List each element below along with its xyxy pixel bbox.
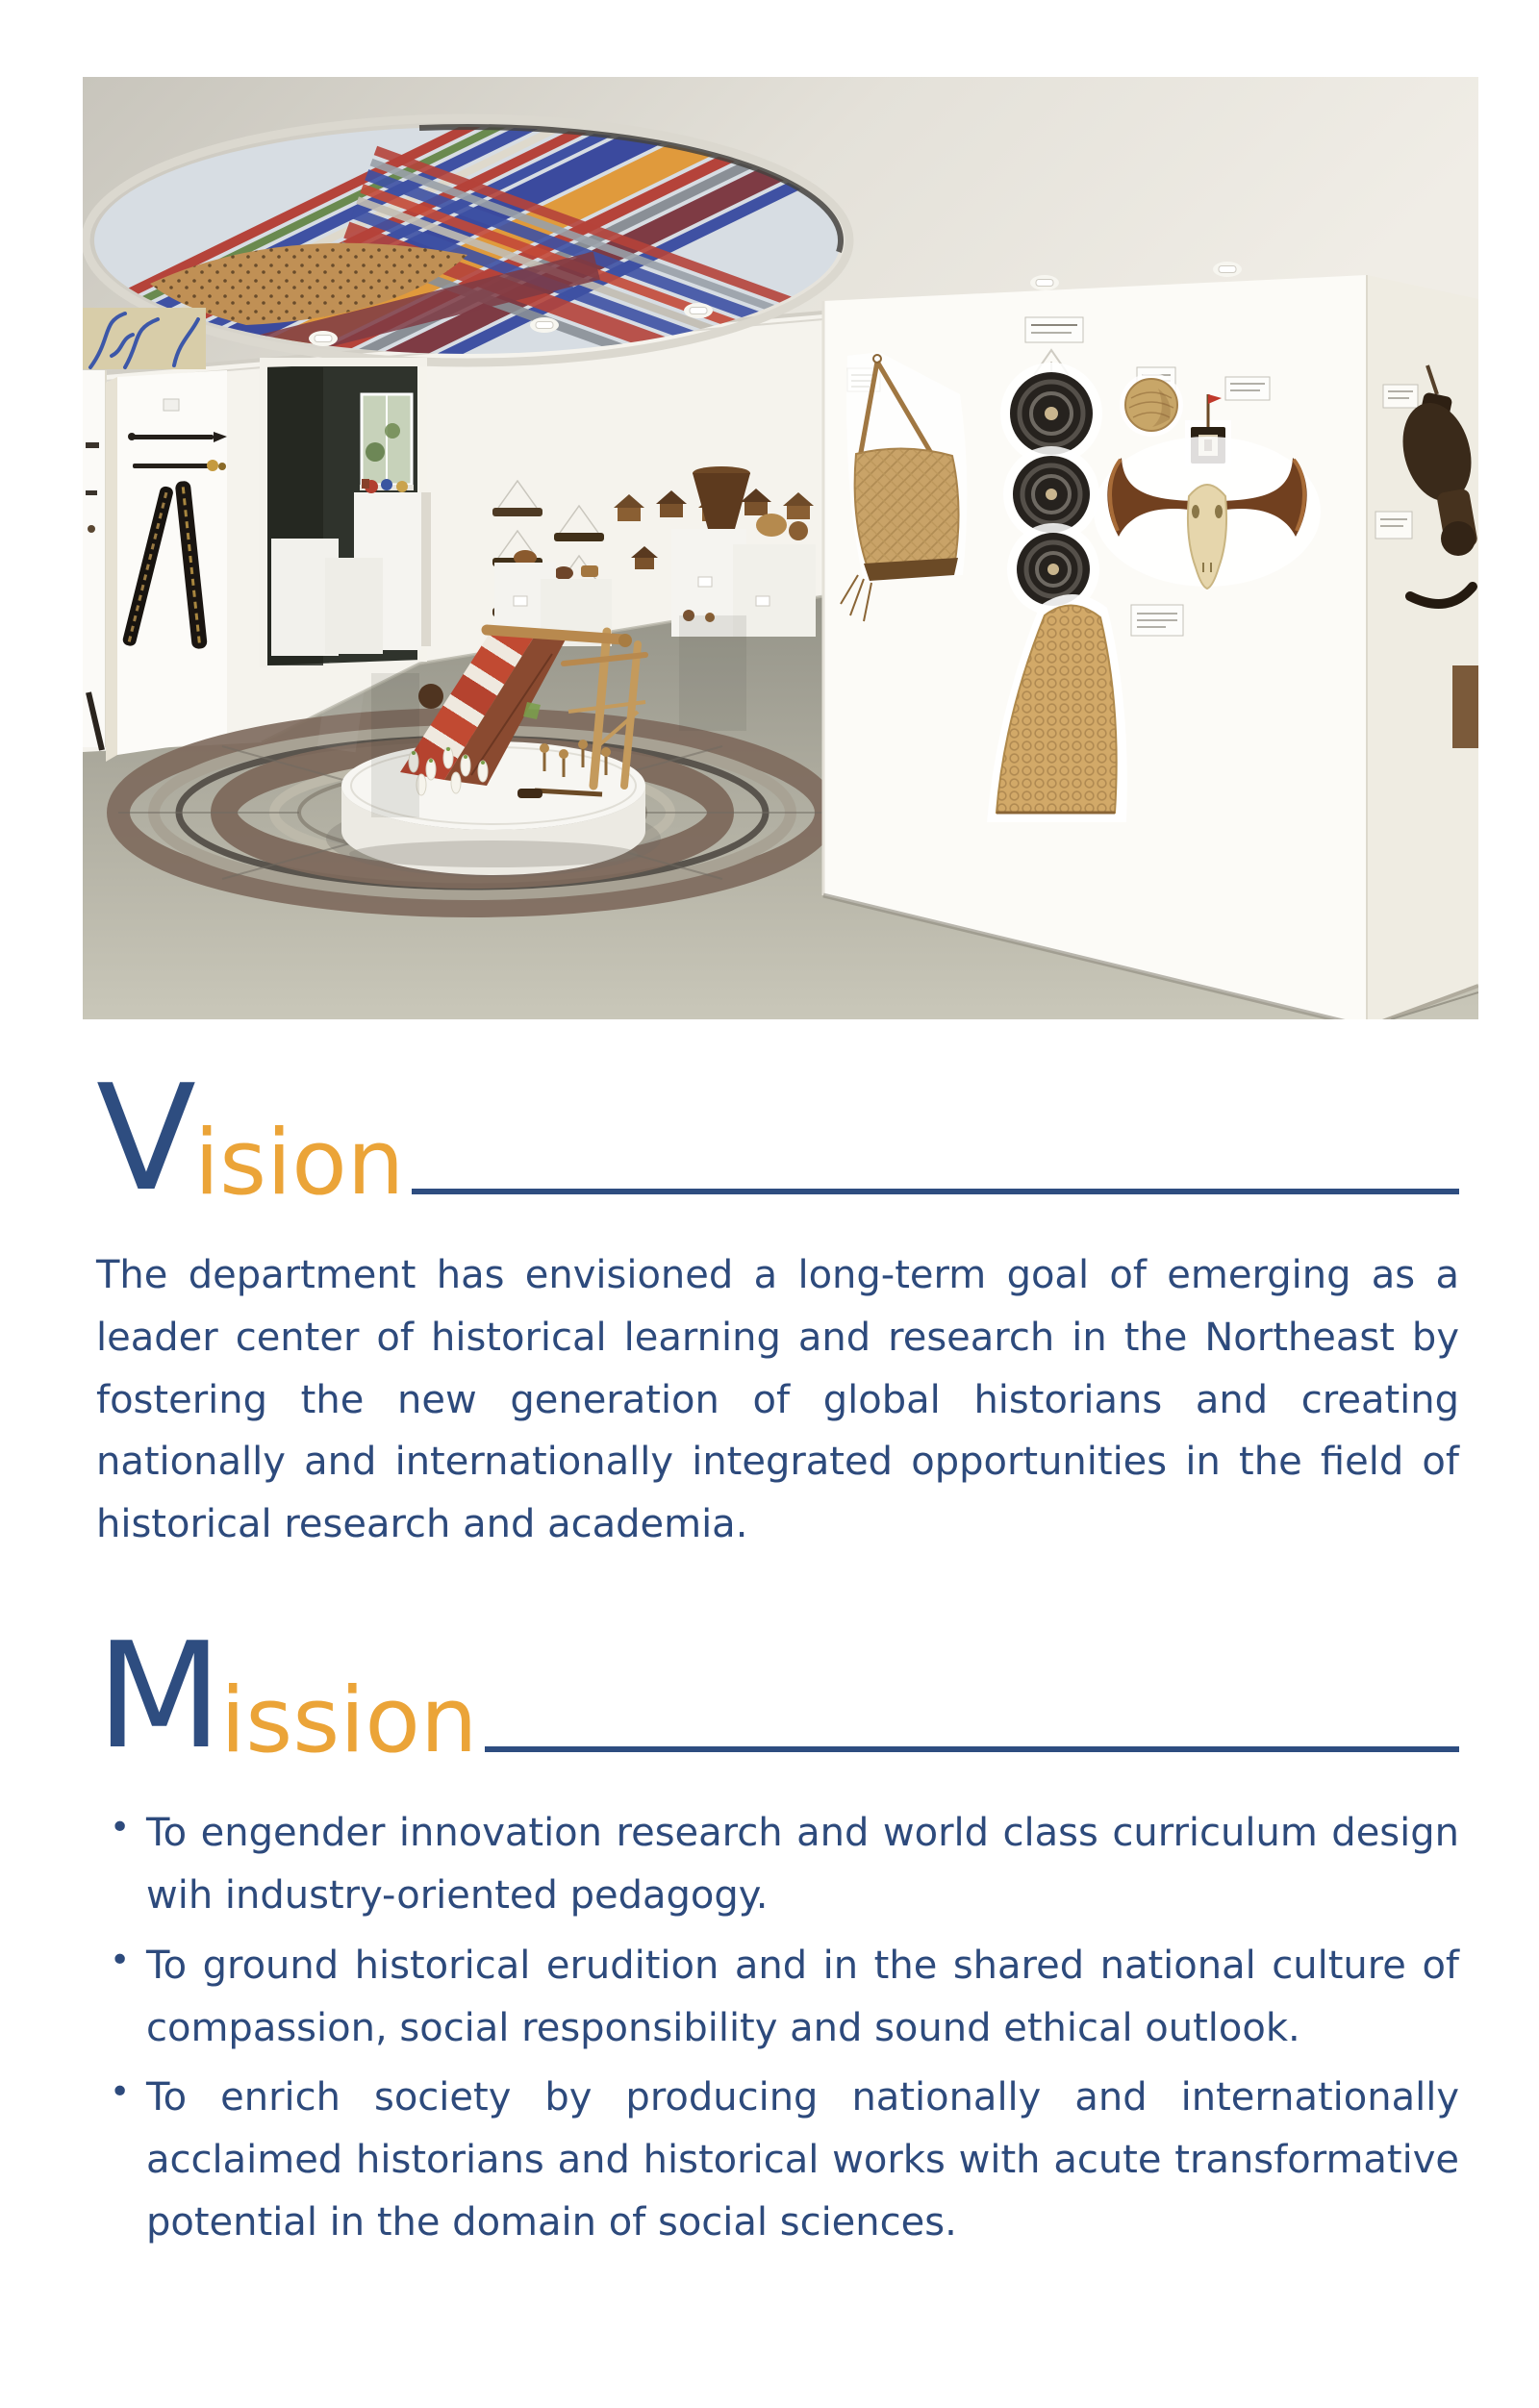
vision-heading — [96, 1053, 1459, 1223]
vision-paragraph: The department has envisioned a long-term goal of emerging as a leader center of historical learning and research in the Northeast by fostering the new generation of global historians and creating nationally and internationally integrated opportunities in the field of historical research and academia. — [96, 1253, 1459, 1547]
mission-heading-rest: ission — [220, 1668, 478, 1774]
exhibit-label — [1375, 512, 1412, 539]
mission-item: • To engender innovation research and world class curriculum design wih industry-oriented pedagogy. — [96, 1802, 1459, 1927]
dao-display-panel — [106, 370, 227, 762]
left-edge-panel — [83, 370, 106, 750]
woven-hat — [1120, 373, 1183, 437]
exhibit-label — [1225, 377, 1270, 400]
exhibit-label — [1383, 385, 1418, 408]
hero-photo — [83, 77, 1478, 1019]
vision-heading-rest: ision — [193, 1111, 405, 1217]
exhibit-label — [1131, 605, 1183, 636]
vision-heading-initial: V — [96, 1053, 194, 1223]
wall-mural — [83, 308, 206, 369]
mission-heading — [96, 1611, 1459, 1782]
mission-heading-initial: M — [96, 1611, 221, 1782]
content-area — [0, 1053, 1539, 2254]
mission-heading-rule — [485, 1746, 1459, 1752]
mission-item: • To enrich society by producing nationally and internationally acclaimed historians and historical works with acute transformative potential in the domain of social sciences. — [96, 2067, 1459, 2253]
museum-gallery-illustration — [83, 77, 1478, 1019]
exhibit-label — [1025, 317, 1083, 342]
gongs — [1000, 350, 1102, 615]
mission-item: • To ground historical erudition and in the shared national culture of compassion, social responsibility and sound ethical outlook. — [96, 1935, 1459, 2060]
vision-heading-rule — [412, 1189, 1459, 1194]
mission-list — [96, 1802, 1459, 2254]
